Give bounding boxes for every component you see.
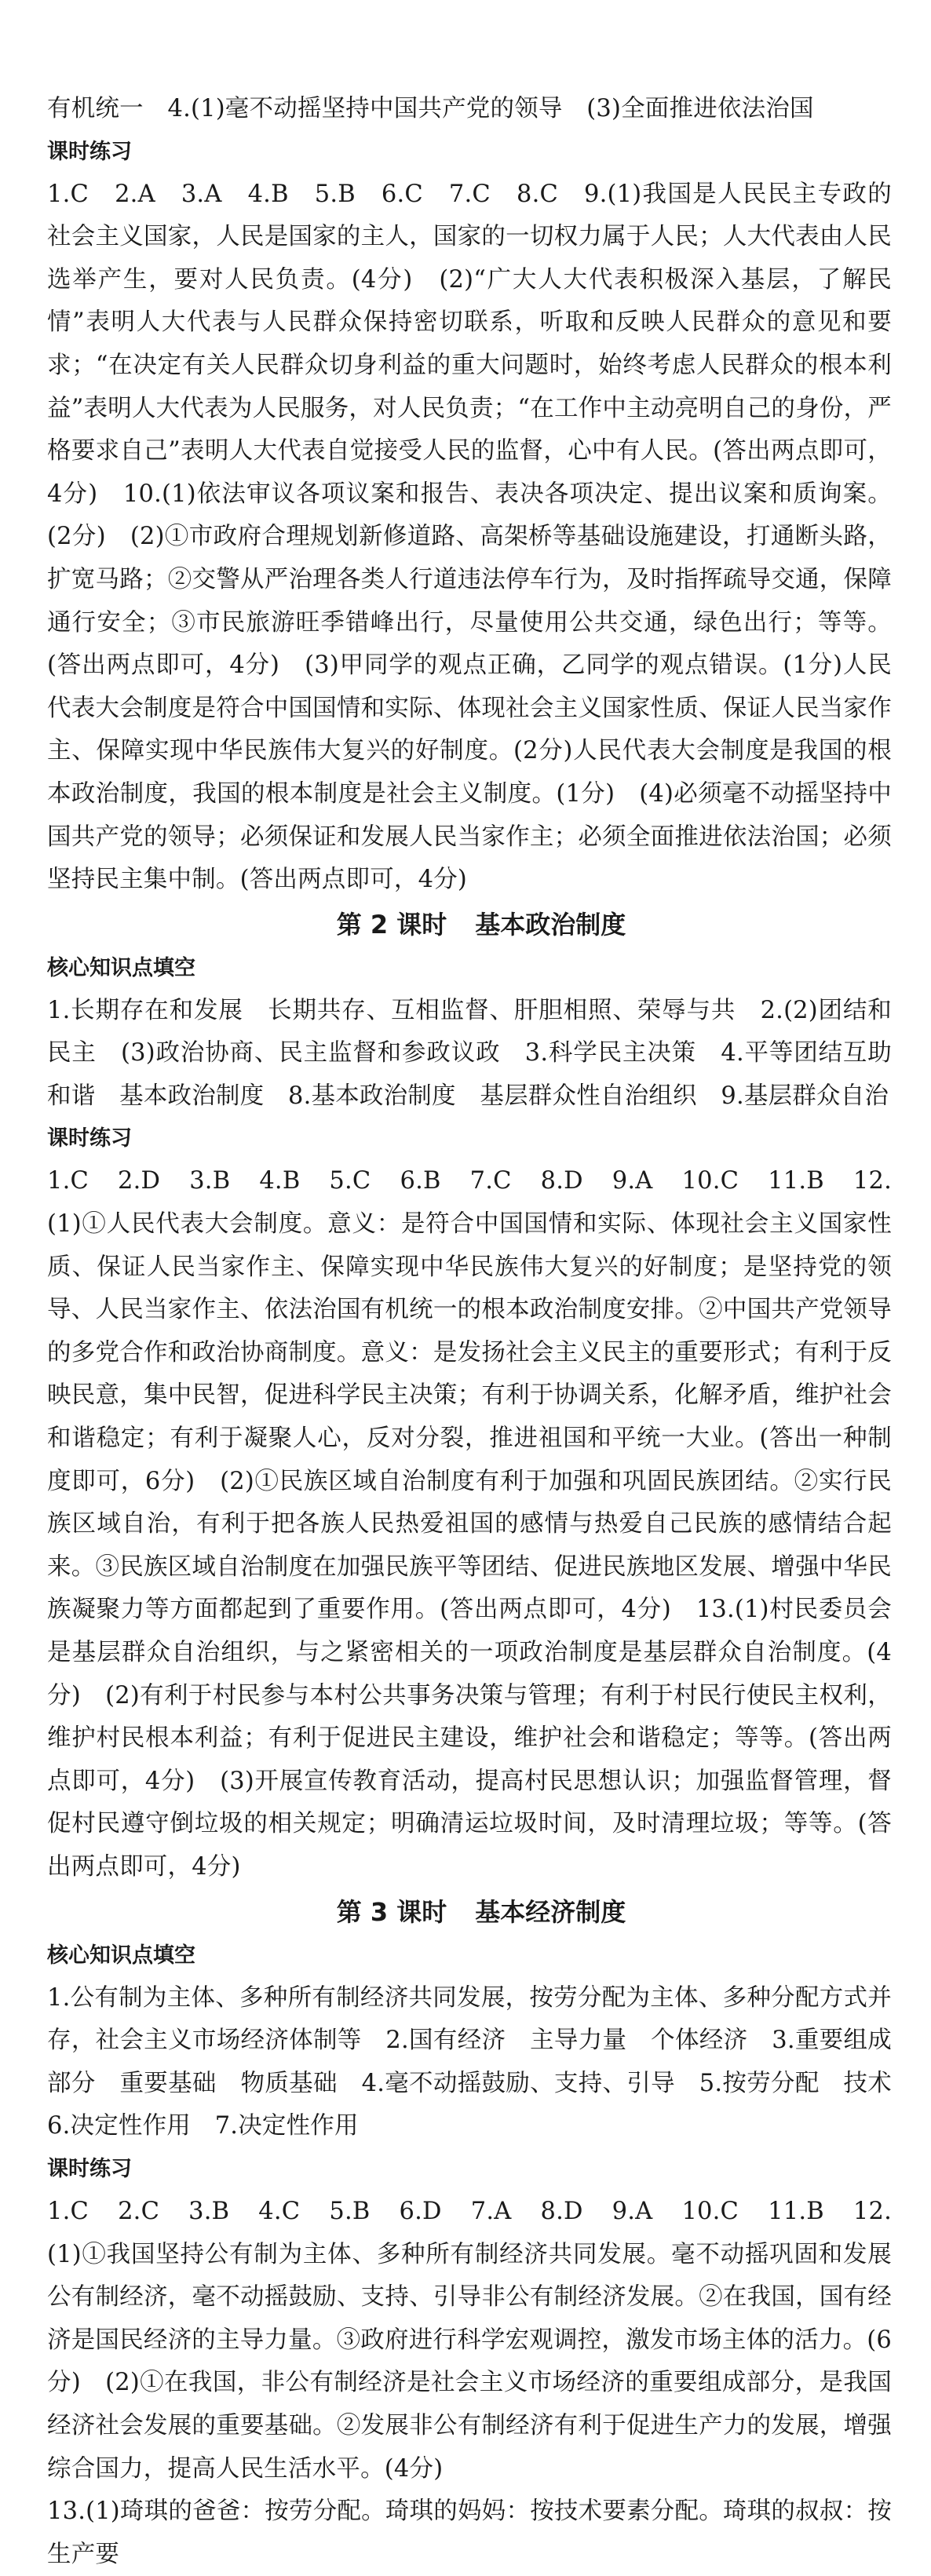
continued-answer-line: 有机统一 4.(1)毫不动摇坚持中国共产党的领导 (3)全面推进依法治国 [47, 95, 814, 122]
lesson2-title-number: 第 2 课时 [336, 909, 447, 940]
practice-answers-lesson3: 1.C 2.C 3.B 4.C 5.B 6.D 7.A 8.D 9.A 10.C 11.B 12.(1)①我国坚持公有制为主体、多种所有制经济共同发展。毫不动摇巩固和发展公有制经济，毫不动摇鼓励、支持、引导非公有制经济发展。②在我国，国有经济是国民经济的主导力量。③政府进行科学宏观调控，激发市场主体的活力。(6分) (2)①在我国，非公有制经济是社会主义市场经济的重要组成部分，是我国经济社会发展的重要基础。②发展非公有制经济有利于促进生产力的发展，增强综合国力，提高人民生活水平。(4分) [47, 2197, 892, 2483]
core-heading-lesson3: 核心知识点填空 [47, 1943, 195, 1968]
lesson2-title-name: 基本政治制度 [475, 909, 626, 940]
practice-answers-lesson1: 1.C 2.A 3.A 4.B 5.B 6.C 7.C 8.C 9.(1)我国是人民民主专政的社会主义国家，人民是国家的主人，国家的一切权力属于人民；人大代表由人民选举产生，要对人民负责。(4分) (2)“广大人大代表积极深入基层，了解民情”表明人大代表与人民群众保持密切联系，听取和反映人民群众的意见和要求；“在决定有关人民群众切身利益的重大问题时，始终考虑人民群众的根本利益”表明人大代表为人民服务，对人民负责；“在工作中主动亮明自己的身份，严格要求自己”表明人大代表自觉接受人民的监督，心中有人民。(答出两点即可，4分) 10.(1)依法审议各项议案和报告、表决各项决定、提出议案和质询案。(2分) (2)①市政府合理规划新修道路、高架桥等基础设施建设，打通断头路，扩宽马路；②交警从严治理各类人行道违法停车行为，及时指挥疏导交通，保障通行安全；③市民旅游旺季错峰出行，尽量使用公共交通，绿色出行；等等。(答出两点即可，4分) (3)甲同学的观点正确，乙同学的观点错误。(1分)人民代表大会制度是符合中国国情和实际、体现社会主义国家性质、保证人民当家作主、保障实现中华民族伟大复兴的好制度。(2分)人民代表大会制度是我国的根本政治制度，我国的根本制度是社会主义制度。(1分) (4)必须毫不动摇坚持中国共产党的领导；必须保证和发展人民当家作主；必须全面推进依法治国；必须坚持民主集中制。(答出两点即可，4分) [47, 180, 892, 894]
practice-heading-lesson2: 课时练习 [47, 1126, 132, 1151]
lesson2-title [47, 902, 892, 947]
core-answers-lesson3: 1.公有制为主体、多种所有制经济共同发展，按劳分配为主体、多种分配方式并存，社会主义市场经济体制等 2.国有经济 主导力量 个体经济 3.重要组成部分 重要基础 物质基础 4.毫不动摇鼓励、支持、引导 5.按劳分配 技术 6.决定性作用 7.决定性作用 [47, 1983, 916, 2140]
lesson3-title-name: 基本经济制度 [475, 1896, 626, 1927]
practice-answers-lesson3-last-line: 13.(1)琦琪的爸爸：按劳分配。琦琪的妈妈：按技术要素分配。琦琪的叔叔：按生产要 [47, 2498, 892, 2568]
practice-heading-lesson3: 课时练习 [47, 2156, 132, 2181]
lesson3-title-number: 第 3 课时 [336, 1896, 447, 1927]
lesson3-title [47, 1889, 892, 1935]
core-answers-lesson2: 1.长期存在和发展 长期共存、互相监督、肝胆相照、荣辱与共 2.(2)团结和民主 (3)政治协商、民主监督和参政议政 3.科学民主决策 4.平等团结互助和谐 基本政治制度 8.基本政治制度 基层群众性自治组织 9.基层群众自治 [47, 996, 892, 1110]
practice-heading-lesson1: 课时练习 [47, 139, 132, 164]
core-heading-lesson2: 核心知识点填空 [47, 955, 195, 980]
practice-answers-lesson2: 1.C 2.D 3.B 4.B 5.C 6.B 7.C 8.D 9.A 10.C 11.B 12.(1)①人民代表大会制度。意义：是符合中国国情和实际、体现社会主义国家性质、保证人民当家作主、保障实现中华民族伟大复兴的好制度；是坚持党的领导、人民当家作主、依法治国有机统一的根本政治制度安排。②中国共产党领导的多党合作和政治协商制度。意义：是发扬社会主义民主的重要形式；有利于反映民意，集中民智，促进科学民主决策；有利于协调关系，化解矛盾，维护社会和谐稳定；有利于凝聚人心，反对分裂，推进祖国和平统一大业。(答出一种制度即可，6分) (2)①民族区域自治制度有利于加强和巩固民族团结。②实行民族区域自治，有利于把各族人民热爱祖国的感情与热爱自己民族的感情结合起来。③民族区域自治制度在加强民族平等团结、促进民族地区发展、增强中华民族凝聚力等方面都起到了重要作用。(答出两点即可，4分) 13.(1)村民委员会是基层群众自治组织，与之紧密相关的一项政治制度是基层群众自治制度。(4分) (2)有利于村民参与本村公共事务决策与管理；有利于村民行使民主权利，维护村民根本利益；有利于促进民主建设，维护社会和谐稳定；等等。(答出两点即可，4分) (3)开展宣传教育活动，提高村民思想认识；加强监督管理，督促村民遵守倒垃圾的相关规定；明确清运垃圾时间，及时清理垃圾；等等。(答出两点即可，4分) [47, 1167, 892, 1881]
